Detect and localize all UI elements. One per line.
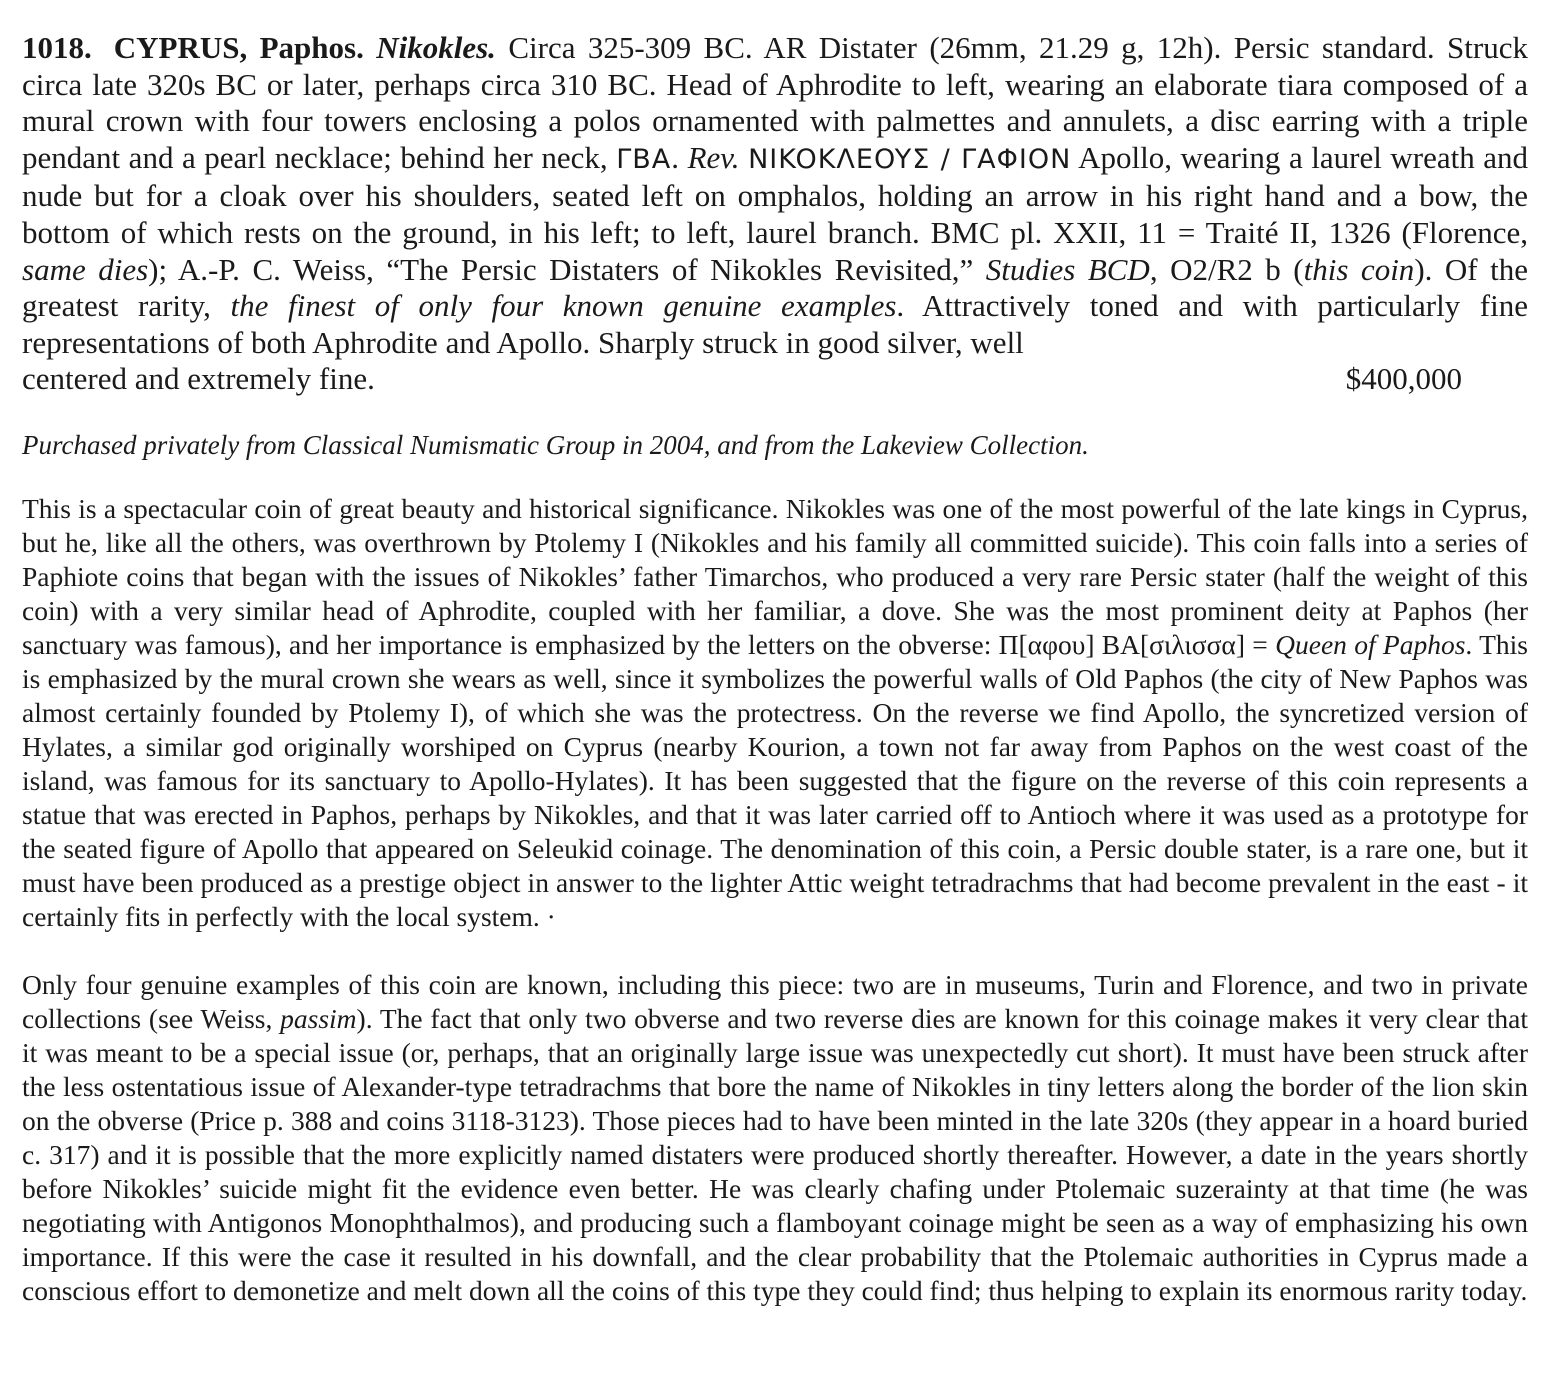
- this-coin-text: this coin: [1303, 251, 1415, 287]
- lot-text-7: ). Of the greatest rarity,: [22, 251, 1528, 324]
- lot-description: [22, 30, 1528, 361]
- obverse-legend: ΓBA: [616, 143, 672, 175]
- finest-text: the finest of only four known genuine examples: [230, 288, 897, 324]
- passim-text: passim: [280, 1002, 357, 1034]
- lot-heading: CYPRUS, Paphos.: [113, 30, 364, 65]
- lot-number: 1018.: [22, 30, 92, 65]
- estimate-price: $400,000: [1345, 361, 1462, 397]
- p2-text-b: ). The fact that only two obverse and two reverse dies are known for this coinage makes it very clear that it was meant to be a special issue (or, perhaps, that an originally large issue was unexpectedly cut short). It must have been struck after the less ostentatious issue of Alexander-type tetradrachms that bore the name of Nikokles in tiny letters along the border of the lion skin on the obverse (Price p. 388 and coins 3118-3123). Those pieces had to have been minted in the late 320s (they appear in a hoard buried c. 317) and it is possible that the more explicitly named distaters were produced shortly thereafter. However, a date in the years shortly before Nikokles’ suicide might fit the evidence even better. He was clearly chafing under Ptolemaic suzerainty at that time (he was negotiating with Antigonos Monophthalmos), and producing such a flamboyant coinage might be seen as a way of emphasizing his own importance. If this were the case it resulted in his downfall, and the clear probability that the Ptolemaic authorities in Cyprus made a conscious effort to demonetize and melt down all the coins of this type they could find; thus helping to explain its enormous rarity today.: [22, 1002, 1528, 1306]
- queen-of-paphos-text: Queen of Paphos: [1275, 628, 1466, 660]
- same-dies-text: same dies: [22, 251, 149, 287]
- lot-text-4: Apollo, wearing a laurel wreath and nude but for a cloak over his shoulders, seated left on omphalos, holding an arrow in his right hand and a bow, the bottom of which rests on the ground, in his left; to left, laurel branch. BMC pl. XXII, 11 = Traité II, 1326 (Florence,: [22, 139, 1529, 250]
- lot-text-2: .: [671, 139, 688, 175]
- lot-last-line: centered and extremely fine.: [22, 361, 375, 397]
- lot-text-8: . Attractively toned and with particularly fine representations of both Aphrodite and Apollo. Sharply struck in good silver, well: [22, 288, 1528, 360]
- studies-title: Studies BCD: [985, 251, 1150, 287]
- p1-text-a: This is a spectacular coin of great beauty and historical significance. Nikokles was one of the most powerful of the late kings in Cyprus, but he, like all the others, was overthrown by Ptolemy I (Nikokles and his family all committed suicide). This coin falls into a series of Paphiote coins that began with the issues of Nikokles’ father Timarchos, who produced a very rare Persic stater (half the weight of this coin) with a very similar head of Aphrodite, coupled with her familiar, a dove. She was the most prominent deity at Paphos (her sanctuary was famous), and her importance is emphasized by the letters on the obverse: Π[αφου] BA[σιλισσα] =: [22, 492, 1528, 660]
- price-line: [22, 361, 1528, 398]
- reverse-label: Rev.: [687, 139, 740, 175]
- lot-entry: [22, 30, 1528, 398]
- reverse-legend: NIKOKΛEOYΣ / ΓAΦION: [748, 143, 1072, 175]
- lot-text-6: , O2/R2 b (: [1149, 251, 1304, 287]
- narrative-section: [22, 492, 1528, 1308]
- lot-ruler: Nikokles.: [376, 30, 496, 65]
- narrative-paragraph-1: [22, 492, 1528, 934]
- lot-text-3: [740, 140, 749, 175]
- provenance-note: Purchased privately from Classical Numismatic Group in 2004, and from the Lakeview Collection.: [22, 429, 1089, 460]
- p2-text-a: Only four genuine examples of this coin are known, including this piece: two are in museums, Turin and Florence, and two in private collections (see Weiss,: [22, 968, 1528, 1034]
- lot-text-5: ); A.-P. C. Weiss, “The Persic Distaters of Nikokles Revisited,”: [148, 251, 986, 287]
- lot-text-1: Circa 325-309 BC. AR Distater (26mm, 21.29 g, 12h). Persic standard. Struck circa late 320s BC or later, perhaps circa 310 BC. Head of Aphrodite to left, wearing an elaborate tiara composed of a mural crown with four towers enclosing a polos ornamented with palmettes and annulets, a disc earring with a triple pendant and a pearl necklace; behind her neck,: [22, 30, 1528, 175]
- narrative-paragraph-2: [22, 968, 1528, 1308]
- p1-text-b: . This is emphasized by the mural crown she wears as well, since it symbolizes the powerful walls of Old Paphos (the city of New Paphos was almost certainly founded by Ptolemy I), of which she was the protectress. On the reverse we find Apollo, the syncretized version of Hylates, a similar god originally worshiped on Cyprus (nearby Kourion, a town not far away from Paphos on the west coast of the island, was famous for its sanctuary to Apollo-Hylates). It has been suggested that the figure on the reverse of this coin represents a statue that was erected in Paphos, perhaps by Nikokles, and that it was later carried off to Antioch where it was used as a prototype for the seated figure of Apollo that appeared on Seleukid coinage. The denomination of this coin, a Persic double stater, is a rare one, but it must have been produced as a prestige object in answer to the lighter Attic weight tetradrachms that had become prevalent in the east - it certainly fits in perfectly with the local system. ·: [22, 628, 1528, 932]
